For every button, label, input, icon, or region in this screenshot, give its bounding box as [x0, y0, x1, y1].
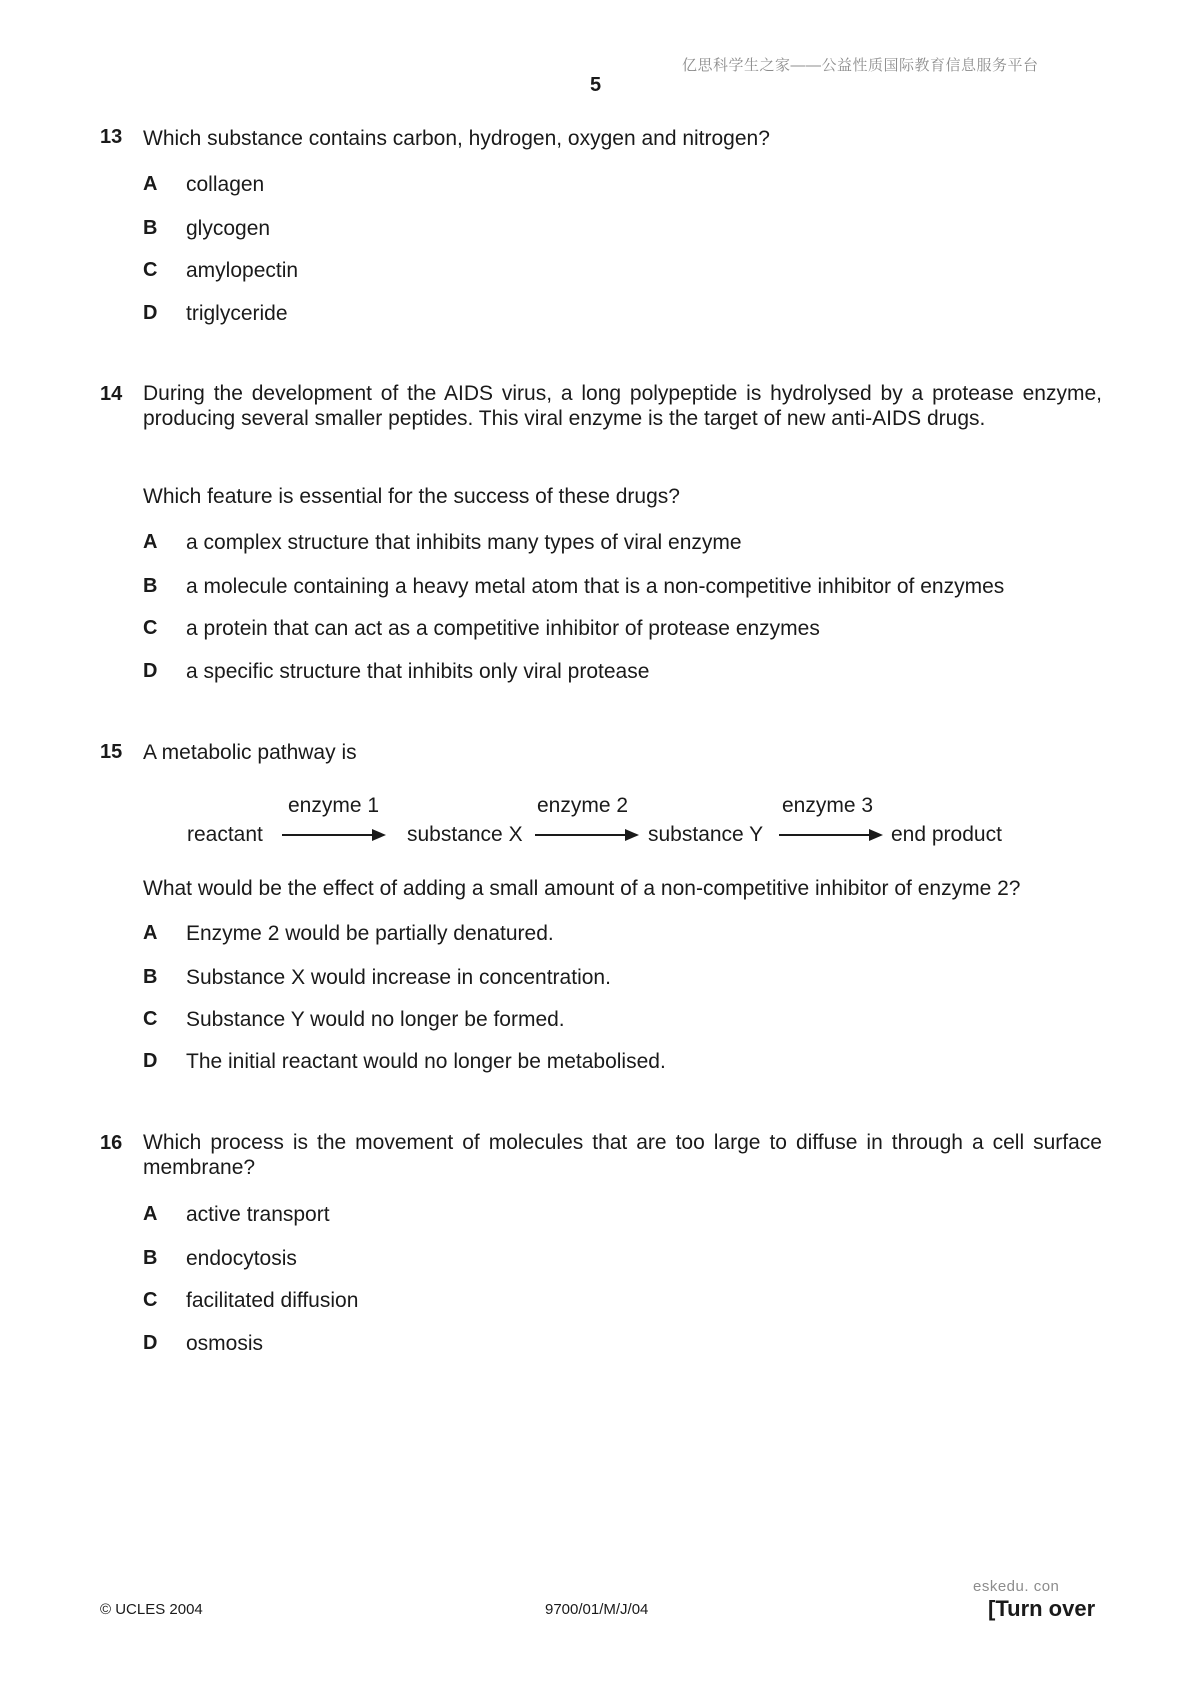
pathway-arrow-3-head — [869, 829, 883, 841]
question-14-stem: During the development of the AIDS virus, a long polypeptide is hydrolysed by a protease enzyme, producing several smaller peptides. This viral enzyme is the target of new anti-AIDS drugs. — [143, 382, 1102, 430]
q16-option-b-letter: B — [143, 1247, 158, 1269]
pathway-enzyme-1-label: enzyme 1 — [288, 794, 380, 817]
q13-option-b-letter: B — [143, 217, 158, 239]
q15-option-d-letter: D — [143, 1050, 158, 1072]
watermark-bottom: eskedu. con — [973, 1578, 1060, 1595]
q13-option-a-letter: A — [143, 173, 158, 195]
q13-option-a-text: collagen — [186, 173, 265, 196]
question-16-stem: Which process is the movement of molecules that are too large to diffuse in through a cell surface membrane? — [143, 1131, 1102, 1179]
q15-option-a-text: Enzyme 2 would be partially denatured. — [186, 922, 554, 945]
q14-option-c-letter: C — [143, 617, 158, 639]
q16-option-d-letter: D — [143, 1332, 158, 1354]
footer-paper-code: 9700/01/M/J/04 — [545, 1601, 649, 1618]
question-14-question: Which feature is essential for the success of these drugs? — [143, 485, 680, 508]
pathway-arrow-3-line — [779, 834, 869, 836]
pathway-enzyme-3-label: enzyme 3 — [782, 794, 874, 817]
q15-option-c-text: Substance Y would no longer be formed. — [186, 1008, 565, 1031]
q13-option-c-letter: C — [143, 259, 158, 281]
page-number: 5 — [589, 74, 602, 96]
q14-option-a-text: a complex structure that inhibits many types of viral enzyme — [186, 531, 742, 554]
q14-option-a-letter: A — [143, 531, 158, 553]
question-15-stem: A metabolic pathway is — [143, 741, 357, 764]
question-16-number: 16 — [100, 1132, 123, 1154]
q15-option-d-text: The initial reactant would no longer be metabolised. — [186, 1050, 666, 1073]
q15-option-b-letter: B — [143, 966, 158, 988]
q15-option-a-letter: A — [143, 922, 158, 944]
pathway-arrow-2-head — [625, 829, 639, 841]
q13-option-b-text: glycogen — [186, 217, 271, 240]
pathway-arrow-1-head — [372, 829, 386, 841]
q15-option-c-letter: C — [143, 1008, 158, 1030]
q16-option-a-text: active transport — [186, 1203, 330, 1226]
footer-copyright: © UCLES 2004 — [100, 1601, 203, 1618]
question-13-number: 13 — [100, 126, 123, 148]
question-15-number: 15 — [100, 741, 123, 763]
q13-option-d-text: triglyceride — [186, 302, 288, 325]
pathway-arrow-2-line — [535, 834, 625, 836]
q13-option-d-letter: D — [143, 302, 158, 324]
q16-option-c-text: facilitated diffusion — [186, 1289, 359, 1312]
q16-option-c-letter: C — [143, 1289, 158, 1311]
q16-option-a-letter: A — [143, 1203, 158, 1225]
pathway-substance-y: substance Y — [648, 823, 764, 846]
question-13-stem: Which substance contains carbon, hydrogen, oxygen and nitrogen? — [143, 127, 770, 150]
pathway-enzyme-2-label: enzyme 2 — [537, 794, 629, 817]
pathway-substance-x: substance X — [407, 823, 523, 846]
footer-turn-over: [Turn over — [988, 1596, 1096, 1621]
q14-option-c-text: a protein that can act as a competitive inhibitor of protease enzymes — [186, 617, 820, 640]
pathway-arrow-1-line — [282, 834, 372, 836]
watermark-top: 亿思科学生之家——公益性质国际教育信息服务平台 — [682, 57, 1039, 74]
q14-option-b-text: a molecule containing a heavy metal atom that is a non-competitive inhibitor of enzymes — [186, 575, 1005, 598]
q13-option-c-text: amylopectin — [186, 259, 299, 282]
q16-option-d-text: osmosis — [186, 1332, 264, 1355]
q14-option-d-text: a specific structure that inhibits only viral protease — [186, 660, 650, 683]
q16-option-b-text: endocytosis — [186, 1247, 297, 1270]
pathway-reactant: reactant — [187, 823, 263, 846]
q15-option-b-text: Substance X would increase in concentration. — [186, 966, 611, 989]
q14-option-d-letter: D — [143, 660, 158, 682]
question-15-question: What would be the effect of adding a small amount of a non-competitive inhibitor of enzyme 2? — [143, 877, 1021, 900]
question-14-number: 14 — [100, 383, 123, 405]
pathway-end-product: end product — [891, 823, 1002, 846]
q14-option-b-letter: B — [143, 575, 158, 597]
